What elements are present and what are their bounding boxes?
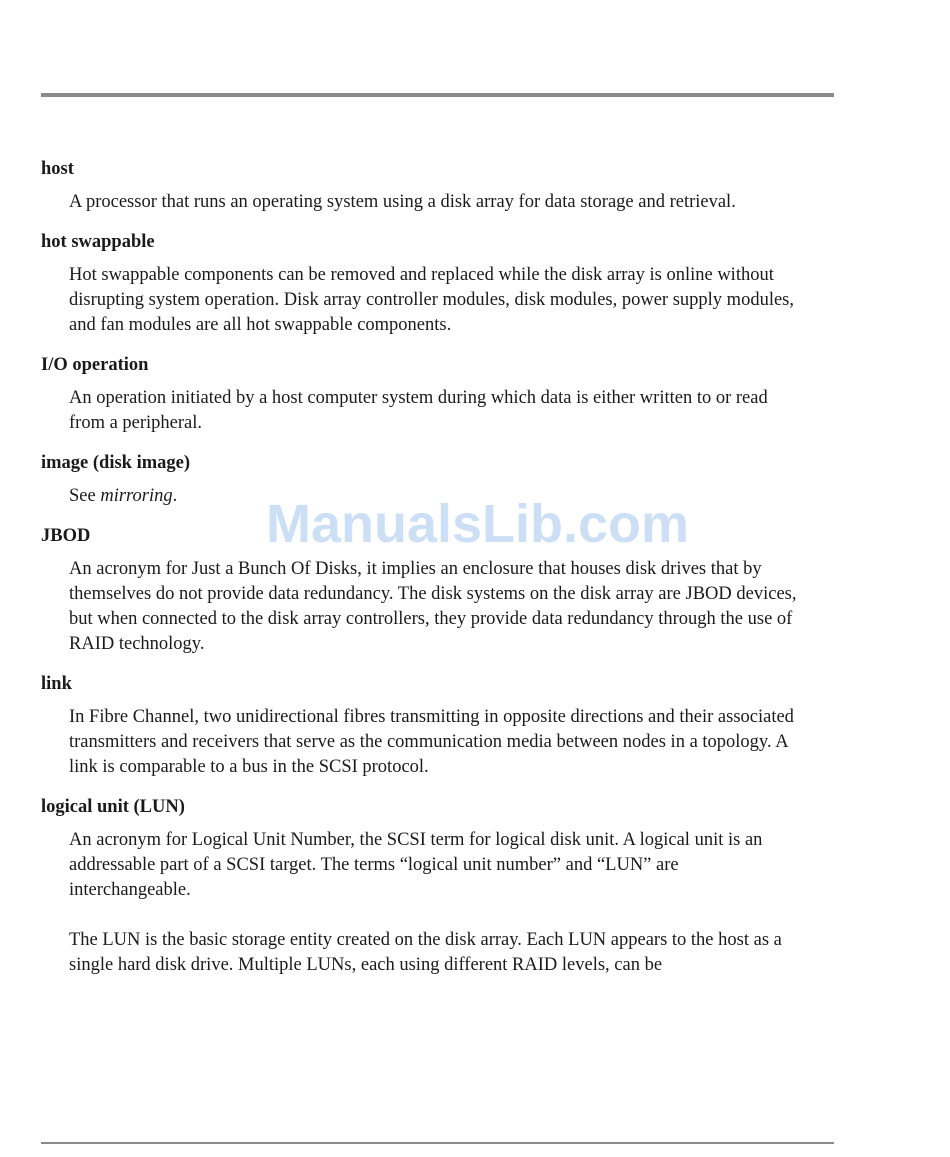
glossary-definition: Hot swappable components can be removed and replaced while the disk array is online without disrupting system operation. Disk array controller modules, disk modules, power supply modules, and fan modules are all hot swappable components. <box>69 265 794 335</box>
glossary-term: host <box>41 159 74 179</box>
footer-rule <box>41 1142 834 1144</box>
glossary-definition: An acronym for Logical Unit Number, the SCSI term for logical disk unit. A logical unit is an addressable part of a SCSI target. The terms “logical unit number” and “LUN” are interchangeable. <box>69 830 763 900</box>
glossary-term: I/O operation <box>41 355 149 375</box>
glossary-term: link <box>41 674 72 694</box>
watermark: ManualsLib.com <box>266 494 690 554</box>
glossary <box>41 158 801 994</box>
see-reference-link: mirroring <box>100 486 173 506</box>
glossary-definition: The LUN is the basic storage entity created on the disk array. Each LUN appears to the host as a single hard disk drive. Multiple LUNs, each using different RAID levels, can be <box>69 930 782 975</box>
glossary-term: logical unit (LUN) <box>41 797 185 817</box>
glossary-definition: An operation initiated by a host computer system during which data is either written to or read from a peripheral. <box>69 388 768 433</box>
glossary-term: JBOD <box>41 526 91 546</box>
glossary-definition: A processor that runs an operating system using a disk array for data storage and retrieval. <box>69 192 736 212</box>
header-rule <box>41 93 834 97</box>
glossary-term: image (disk image) <box>41 453 191 473</box>
glossary-term: hot swappable <box>41 232 155 252</box>
see-prefix: See <box>69 486 101 506</box>
see-suffix: . <box>172 486 178 506</box>
glossary-definition: An acronym for Just a Bunch Of Disks, it implies an enclosure that houses disk drives that by themselves do not provide data redundancy. The disk systems on the disk array are JBOD devices, but when connected to the disk array controllers, they provide data redundancy through the use of RAID technology. <box>69 559 797 654</box>
glossary-definition: In Fibre Channel, two unidirectional fibres transmitting in opposite directions and their associated transmitters and receivers that serve as the communication media between nodes in a topology. A link is comparable to a bus in the SCSI protocol. <box>69 707 794 777</box>
